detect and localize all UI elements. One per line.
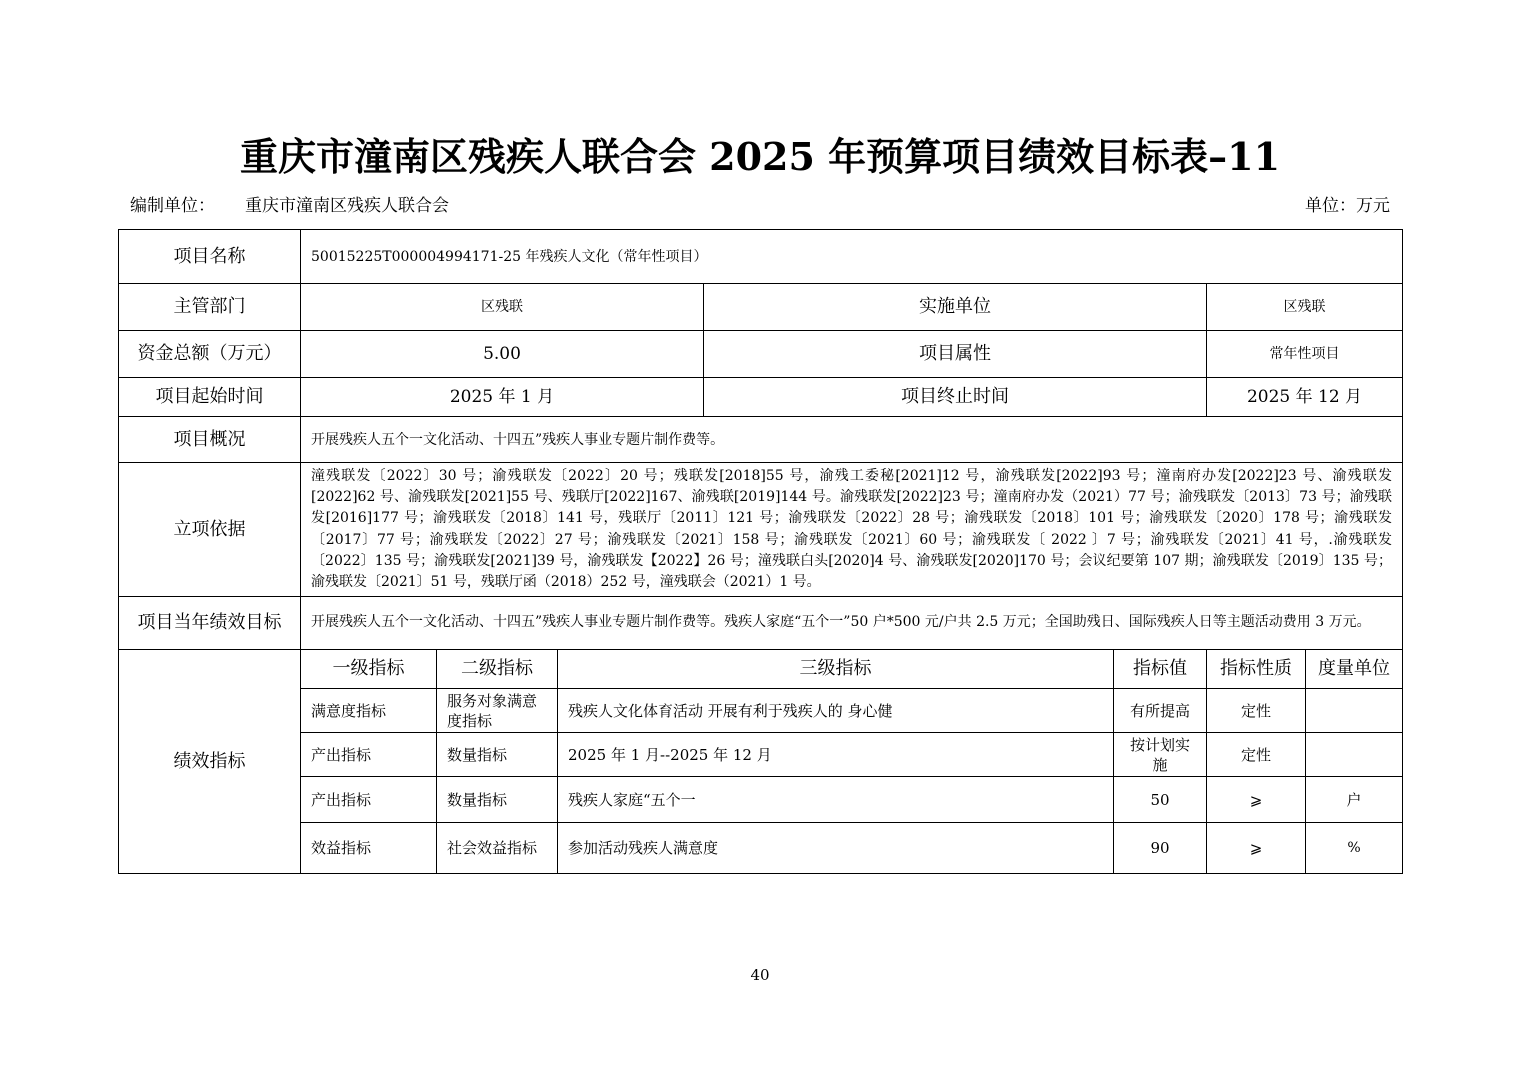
attr-label: 项目属性 — [704, 331, 1207, 378]
page-title: 重庆市潼南区残疾人联合会 2025 年预算项目绩效目标表–11 — [239, 134, 1281, 179]
impl-label: 实施单位 — [704, 284, 1207, 331]
impl-value: 区残联 — [1207, 284, 1403, 331]
dept-value: 区残联 — [301, 284, 704, 331]
dept-label: 主管部门 — [119, 284, 301, 331]
perf-label: 绩效指标 — [119, 650, 301, 874]
performance-table — [118, 229, 1403, 874]
indicator-l3: 残疾人家庭“五个一 — [558, 777, 1114, 823]
attr-value: 常年性项目 — [1207, 331, 1403, 378]
table-row — [119, 733, 1403, 777]
row-basis — [119, 463, 1403, 597]
indicator-header-row — [119, 650, 1403, 689]
indicator-l2: 服务对象满意度指标 — [437, 689, 558, 733]
indicator-l3: 参加活动残疾人满意度 — [558, 823, 1114, 874]
indicator-l1: 满意度指标 — [301, 689, 437, 733]
row-dept — [119, 284, 1403, 331]
overview-label: 项目概况 — [119, 417, 301, 463]
page-number: 40 — [750, 966, 770, 984]
overview-value: 开展残疾人五个一文化活动、十四五”残疾人事业专题片制作费等。 — [301, 417, 1403, 463]
indicator-unit: 户 — [1306, 777, 1403, 823]
indicator-unit: % — [1306, 823, 1403, 874]
indicator-unit — [1306, 733, 1403, 777]
indicator-l3: 残疾人文化体育活动 开展有利于残疾人的 身心健 — [558, 689, 1114, 733]
indicator-l2: 数量指标 — [437, 733, 558, 777]
table-row — [119, 689, 1403, 733]
indicator-l1: 产出指标 — [301, 733, 437, 777]
header-nature: 指标性质 — [1207, 650, 1306, 689]
indicator-nature: 定性 — [1207, 689, 1306, 733]
fund-label: 资金总额（万元） — [119, 331, 301, 378]
end-value: 2025 年 12 月 — [1207, 378, 1403, 417]
indicator-unit — [1306, 689, 1403, 733]
basis-label: 立项依据 — [119, 463, 301, 597]
project-name-value: 50015225T000004994171-25 年残疾人文化（常年性项目） — [301, 230, 1403, 284]
basis-value: 潼残联发〔2022〕30 号；渝残联发〔2022〕20 号；残联发[2018]55 号，渝残工委秘[2021]12 号，渝残联发[2022]93 号；潼南府办发[2022]23 号、渝残联发[2022]62 号、渝残联发[2021]55 号、残联厅[2022]167、渝残联[2019]144 号。渝残联发[2022]23 号；潼南府办发（2021）77 号；渝残联发〔2013〕73 号；渝残联发[2016]177 号；渝残联发〔2018〕141 号，残联厅〔2011〕121 号；渝残联发〔2022〕28 号；渝残联发〔2018〕101 号；渝残联发〔2020〕178 号；渝残联发〔2017〕77 号；渝残联发〔2022〕27 号；渝残联发〔2021〕158 号；渝残联发〔2021〕60 号；渝残联发〔 2022 〕7 号；渝残联发〔2021〕41 号，.渝残联发〔2022〕135 号；渝残联发[2021]39 号，渝残联发【2022】26 号；潼残联白头[2020]4 号、渝残联发[2020]170 号；会议纪要第 107 期；渝残联发〔2019〕135 号；渝残联发〔2021〕51 号，残联厅函（2018）252 号，潼残联会（2021）1 号。 — [301, 463, 1403, 597]
indicator-l1: 效益指标 — [301, 823, 437, 874]
indicator-nature: 定性 — [1207, 733, 1306, 777]
row-overview — [119, 417, 1403, 463]
org-label: 编制单位： — [130, 196, 215, 216]
indicator-l2: 数量指标 — [437, 777, 558, 823]
header-unit: 度量单位 — [1306, 650, 1403, 689]
indicator-value: 90 — [1114, 823, 1207, 874]
table-row — [119, 823, 1403, 874]
indicator-value: 有所提高 — [1114, 689, 1207, 733]
fund-value: 5.00 — [301, 331, 704, 378]
header-level3: 三级指标 — [558, 650, 1114, 689]
indicator-value: 按计划实施 — [1114, 733, 1207, 777]
start-value: 2025 年 1 月 — [301, 378, 704, 417]
header-level2: 二级指标 — [437, 650, 558, 689]
indicator-nature: ⩾ — [1207, 777, 1306, 823]
project-name-label: 项目名称 — [119, 230, 301, 284]
row-fund — [119, 331, 1403, 378]
unit-label: 单位：万元 — [1305, 196, 1390, 216]
row-project-name — [119, 230, 1403, 284]
end-label: 项目终止时间 — [704, 378, 1207, 417]
indicator-value: 50 — [1114, 777, 1207, 823]
goal-label: 项目当年绩效目标 — [119, 597, 301, 650]
table-row — [119, 777, 1403, 823]
row-goal — [119, 597, 1403, 650]
indicator-l3: 2025 年 1 月--2025 年 12 月 — [558, 733, 1114, 777]
indicator-l2: 社会效益指标 — [437, 823, 558, 874]
indicator-nature: ⩾ — [1207, 823, 1306, 874]
row-time — [119, 378, 1403, 417]
header-value: 指标值 — [1114, 650, 1207, 689]
header-level1: 一级指标 — [301, 650, 437, 689]
goal-value: 开展残疾人五个一文化活动、十四五”残疾人事业专题片制作费等。残疾人家庭“五个一”50 户*500 元/户共 2.5 万元；全国助残日、国际残疾人日等主题活动费用 3 万元。 — [301, 597, 1403, 650]
start-label: 项目起始时间 — [119, 378, 301, 417]
org-line — [130, 194, 449, 218]
indicator-l1: 产出指标 — [301, 777, 437, 823]
org-name: 重庆市潼南区残疾人联合会 — [245, 196, 449, 216]
